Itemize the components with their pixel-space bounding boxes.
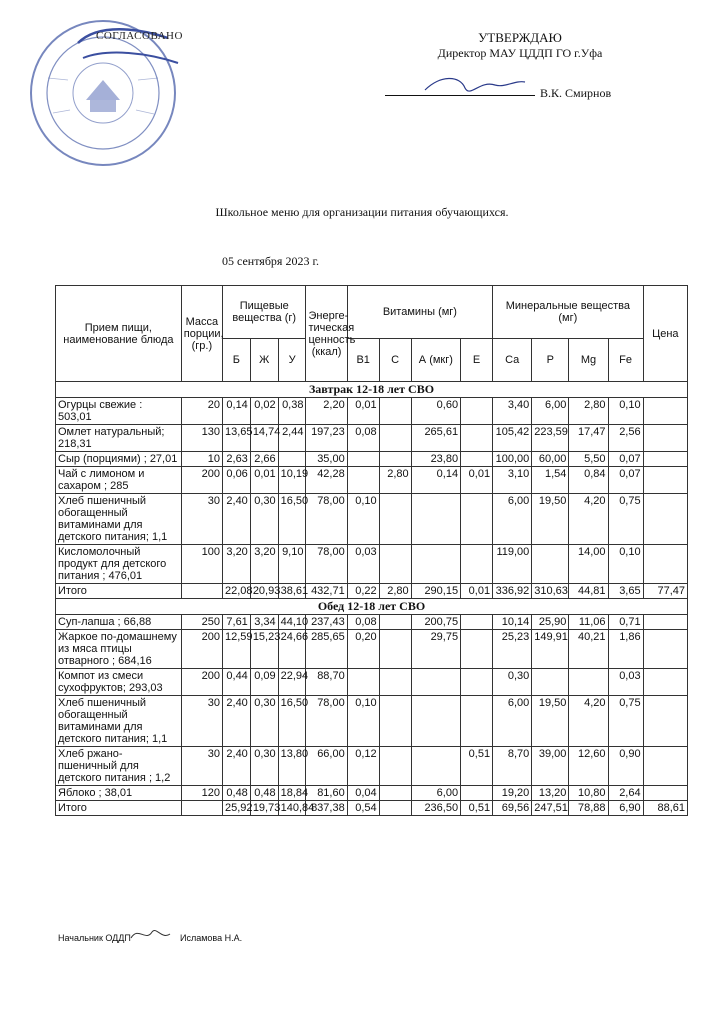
table-row — [56, 669, 688, 696]
cell-mass: 10 — [181, 452, 222, 467]
table-row — [56, 801, 688, 816]
cell-ca: 0,30 — [493, 669, 532, 696]
cell-fe: 0,71 — [608, 615, 643, 630]
cell-ca: 8,70 — [493, 747, 532, 786]
cell-energy: 88,70 — [306, 669, 347, 696]
cell-price — [643, 494, 687, 545]
cell-e — [461, 615, 493, 630]
cell-name: Сыр (порциями) ; 27,01 — [56, 452, 182, 467]
cell-mg: 2,80 — [569, 398, 608, 425]
cell-a — [411, 545, 460, 584]
cell-b: 25,92 — [222, 801, 250, 816]
cell-p: 1,54 — [532, 467, 569, 494]
cell-b: 12,59 — [222, 630, 250, 669]
cell-mg: 44,81 — [569, 584, 608, 599]
cell-c — [379, 630, 411, 669]
cell-zh: 2,66 — [250, 452, 278, 467]
table-row — [56, 747, 688, 786]
cell-u: 13,80 — [278, 747, 306, 786]
cell-ca: 105,42 — [493, 425, 532, 452]
header-b: Б — [222, 339, 250, 382]
cell-u: 38,61 — [278, 584, 306, 599]
header-ca: Са — [493, 339, 532, 382]
cell-b1: 0,20 — [347, 630, 379, 669]
cell-zh: 15,23 — [250, 630, 278, 669]
approval-block — [400, 30, 640, 61]
cell-u: 2,44 — [278, 425, 306, 452]
cell-b1: 0,12 — [347, 747, 379, 786]
cell-b1: 0,10 — [347, 494, 379, 545]
cell-fe: 0,07 — [608, 467, 643, 494]
cell-mg — [569, 669, 608, 696]
cell-b: 0,48 — [222, 786, 250, 801]
cell-zh: 0,48 — [250, 786, 278, 801]
cell-energy: 78,00 — [306, 696, 347, 747]
cell-c: 2,80 — [379, 584, 411, 599]
cell-zh: 0,02 — [250, 398, 278, 425]
cell-b1 — [347, 467, 379, 494]
cell-name: Чай с лимоном и сахаром ; 285 — [56, 467, 182, 494]
cell-c — [379, 696, 411, 747]
footer-position: Начальник ОДДП — [58, 933, 131, 943]
cell-ca: 100,00 — [493, 452, 532, 467]
cell-zh: 0,30 — [250, 747, 278, 786]
cell-c — [379, 801, 411, 816]
cell-b: 0,44 — [222, 669, 250, 696]
cell-a: 6,00 — [411, 786, 460, 801]
cell-price — [643, 615, 687, 630]
cell-a: 290,15 — [411, 584, 460, 599]
cell-name: Суп-лапша ; 66,88 — [56, 615, 182, 630]
table-row — [56, 615, 688, 630]
cell-energy: 2,20 — [306, 398, 347, 425]
cell-ca: 25,23 — [493, 630, 532, 669]
cell-c — [379, 494, 411, 545]
header-a: А (мкг) — [411, 339, 460, 382]
cell-name: Хлеб пшеничный обогащенный витаминами для детского питания; 1,1 — [56, 494, 182, 545]
cell-energy: 42,28 — [306, 467, 347, 494]
cell-u — [278, 452, 306, 467]
cell-price — [643, 467, 687, 494]
cell-e: 0,51 — [461, 801, 493, 816]
cell-price — [643, 545, 687, 584]
footer-name: Исламова Н.А. — [180, 933, 243, 943]
cell-mass: 30 — [181, 494, 222, 545]
cell-mg: 40,21 — [569, 630, 608, 669]
cell-zh: 0,30 — [250, 696, 278, 747]
cell-fe: 3,65 — [608, 584, 643, 599]
cell-mass — [181, 801, 222, 816]
header-b1: В1 — [347, 339, 379, 382]
cell-energy: 837,38 — [306, 801, 347, 816]
cell-mg: 0,84 — [569, 467, 608, 494]
cell-fe: 0,07 — [608, 452, 643, 467]
cell-p — [532, 669, 569, 696]
cell-b: 0,14 — [222, 398, 250, 425]
cell-p: 19,50 — [532, 494, 569, 545]
cell-e — [461, 545, 493, 584]
cell-u: 0,38 — [278, 398, 306, 425]
cell-b: 0,06 — [222, 467, 250, 494]
footer-signature — [128, 924, 173, 944]
approver-name: В.К. Смирнов — [540, 86, 612, 100]
cell-price — [643, 398, 687, 425]
cell-price — [643, 630, 687, 669]
cell-b1: 0,03 — [347, 545, 379, 584]
cell-p: 25,90 — [532, 615, 569, 630]
cell-u: 18,84 — [278, 786, 306, 801]
cell-energy: 81,60 — [306, 786, 347, 801]
cell-b: 2,63 — [222, 452, 250, 467]
cell-e: 0,01 — [461, 584, 493, 599]
table-row — [56, 452, 688, 467]
cell-a — [411, 494, 460, 545]
table-row — [56, 630, 688, 669]
header-e: Е — [461, 339, 493, 382]
cell-c — [379, 747, 411, 786]
cell-ca: 19,20 — [493, 786, 532, 801]
cell-mg: 5,50 — [569, 452, 608, 467]
cell-ca: 69,56 — [493, 801, 532, 816]
cell-a: 23,80 — [411, 452, 460, 467]
cell-energy: 237,43 — [306, 615, 347, 630]
cell-mg: 17,47 — [569, 425, 608, 452]
header-zh: Ж — [250, 339, 278, 382]
cell-c — [379, 669, 411, 696]
cell-p: 149,91 — [532, 630, 569, 669]
cell-p: 60,00 — [532, 452, 569, 467]
cell-mass: 30 — [181, 747, 222, 786]
header-p: Р — [532, 339, 569, 382]
cell-fe: 1,86 — [608, 630, 643, 669]
cell-e — [461, 425, 493, 452]
cell-fe: 2,64 — [608, 786, 643, 801]
cell-zh: 20,93 — [250, 584, 278, 599]
table-row — [56, 545, 688, 584]
cell-c: 2,80 — [379, 467, 411, 494]
signature-line — [385, 95, 535, 96]
section-header-row — [56, 599, 688, 615]
cell-p: 310,63 — [532, 584, 569, 599]
cell-ca: 336,92 — [493, 584, 532, 599]
table-row — [56, 425, 688, 452]
cell-e — [461, 669, 493, 696]
cell-mass: 200 — [181, 669, 222, 696]
cell-p — [532, 545, 569, 584]
cell-fe: 2,56 — [608, 425, 643, 452]
cell-e — [461, 696, 493, 747]
table-row — [56, 786, 688, 801]
cell-ca: 3,40 — [493, 398, 532, 425]
header-fe: Fe — [608, 339, 643, 382]
cell-energy: 35,00 — [306, 452, 347, 467]
cell-ca: 10,14 — [493, 615, 532, 630]
table-row — [56, 696, 688, 747]
cell-e — [461, 452, 493, 467]
table-row — [56, 494, 688, 545]
cell-b1: 0,01 — [347, 398, 379, 425]
cell-p: 6,00 — [532, 398, 569, 425]
cell-b1: 0,04 — [347, 786, 379, 801]
cell-energy: 78,00 — [306, 494, 347, 545]
cell-mass: 100 — [181, 545, 222, 584]
cell-b1: 0,08 — [347, 425, 379, 452]
cell-mg: 4,20 — [569, 494, 608, 545]
cell-b1 — [347, 452, 379, 467]
approver-position: Директор МАУ ЦДДП ГО г.Уфа — [437, 46, 603, 60]
approved-label: УТВЕРЖДАЮ — [478, 30, 562, 45]
cell-price — [643, 696, 687, 747]
header-meal: Прием пищи, наименование блюда — [56, 286, 182, 382]
cell-energy: 285,65 — [306, 630, 347, 669]
cell-e: 0,01 — [461, 467, 493, 494]
header-price: Цена — [643, 286, 687, 382]
cell-b: 2,40 — [222, 747, 250, 786]
header-mass: Масса порции, (гр.) — [181, 286, 222, 382]
cell-u: 16,50 — [278, 494, 306, 545]
cell-c — [379, 398, 411, 425]
cell-a: 0,14 — [411, 467, 460, 494]
cell-ca: 6,00 — [493, 696, 532, 747]
cell-u: 22,94 — [278, 669, 306, 696]
cell-a: 236,50 — [411, 801, 460, 816]
cell-mg: 4,20 — [569, 696, 608, 747]
menu-table-body — [56, 382, 688, 816]
cell-c — [379, 425, 411, 452]
cell-price — [643, 669, 687, 696]
cell-energy: 78,00 — [306, 545, 347, 584]
cell-energy: 66,00 — [306, 747, 347, 786]
cell-price — [643, 786, 687, 801]
cell-mass — [181, 584, 222, 599]
cell-energy: 432,71 — [306, 584, 347, 599]
cell-zh: 3,34 — [250, 615, 278, 630]
cell-price — [643, 452, 687, 467]
cell-zh: 0,09 — [250, 669, 278, 696]
cell-zh: 19,73 — [250, 801, 278, 816]
cell-mass: 30 — [181, 696, 222, 747]
header-minerals: Минеральные вещества (мг) — [493, 286, 644, 339]
header-c: С — [379, 339, 411, 382]
cell-price: 77,47 — [643, 584, 687, 599]
cell-b: 2,40 — [222, 494, 250, 545]
cell-name: Жаркое по-домашнему из мяса птицы отварного ; 684,16 — [56, 630, 182, 669]
document-date: 05 сентября 2023 г. — [222, 254, 320, 268]
cell-ca: 119,00 — [493, 545, 532, 584]
cell-p: 223,59 — [532, 425, 569, 452]
cell-fe: 0,10 — [608, 398, 643, 425]
cell-e — [461, 630, 493, 669]
cell-a: 0,60 — [411, 398, 460, 425]
table-row — [56, 584, 688, 599]
cell-fe: 0,03 — [608, 669, 643, 696]
cell-mg: 78,88 — [569, 801, 608, 816]
cell-mass: 130 — [181, 425, 222, 452]
header-vitamins: Витамины (мг) — [347, 286, 492, 339]
cell-fe: 0,10 — [608, 545, 643, 584]
cell-mg: 12,60 — [569, 747, 608, 786]
agreed-label: СОГЛАСОВАНО — [96, 30, 183, 42]
cell-u: 44,10 — [278, 615, 306, 630]
cell-u: 140,84 — [278, 801, 306, 816]
cell-b: 2,40 — [222, 696, 250, 747]
header-energy: Энерге-тическая ценность (ккал) — [306, 286, 347, 382]
cell-c — [379, 545, 411, 584]
cell-b: 7,61 — [222, 615, 250, 630]
cell-name: Хлеб ржано-пшеничный для детского питания ; 1,2 — [56, 747, 182, 786]
header-mg: Mg — [569, 339, 608, 382]
section-title: Завтрак 12-18 лет СВО — [56, 382, 688, 398]
cell-fe: 0,90 — [608, 747, 643, 786]
header-nutrients: Пищевые вещества (г) — [222, 286, 306, 339]
cell-name: Кисломолочный продукт для детского питания ; 476,01 — [56, 545, 182, 584]
cell-a — [411, 747, 460, 786]
cell-price — [643, 425, 687, 452]
cell-b: 22,08 — [222, 584, 250, 599]
cell-fe: 0,75 — [608, 696, 643, 747]
cell-zh: 3,20 — [250, 545, 278, 584]
cell-c — [379, 452, 411, 467]
cell-c — [379, 615, 411, 630]
document-title: Школьное меню для организации питания обучающихся. — [215, 205, 509, 219]
cell-name: Итого — [56, 584, 182, 599]
cell-p: 39,00 — [532, 747, 569, 786]
cell-p: 13,20 — [532, 786, 569, 801]
cell-price: 88,61 — [643, 801, 687, 816]
cell-mass: 20 — [181, 398, 222, 425]
cell-mass: 200 — [181, 630, 222, 669]
cell-u: 24,66 — [278, 630, 306, 669]
cell-u: 9,10 — [278, 545, 306, 584]
cell-a: 200,75 — [411, 615, 460, 630]
cell-mass: 200 — [181, 467, 222, 494]
cell-name: Яблоко ; 38,01 — [56, 786, 182, 801]
cell-zh: 0,01 — [250, 467, 278, 494]
cell-mass: 120 — [181, 786, 222, 801]
cell-b1: 0,08 — [347, 615, 379, 630]
cell-name: Хлеб пшеничный обогащенный витаминами для детского питания; 1,1 — [56, 696, 182, 747]
table-row — [56, 398, 688, 425]
cell-b: 3,20 — [222, 545, 250, 584]
cell-name: Омлет натуральный; 218,31 — [56, 425, 182, 452]
cell-b1: 0,10 — [347, 696, 379, 747]
cell-e: 0,51 — [461, 747, 493, 786]
cell-p: 19,50 — [532, 696, 569, 747]
cell-mg: 10,80 — [569, 786, 608, 801]
cell-mg: 14,00 — [569, 545, 608, 584]
cell-b1: 0,54 — [347, 801, 379, 816]
cell-mg: 11,06 — [569, 615, 608, 630]
cell-zh: 0,30 — [250, 494, 278, 545]
header-u: У — [278, 339, 306, 382]
cell-a: 29,75 — [411, 630, 460, 669]
section-title: Обед 12-18 лет СВО — [56, 599, 688, 615]
cell-e — [461, 494, 493, 545]
cell-name: Компот из смеси сухофруктов; 293,03 — [56, 669, 182, 696]
cell-name: Огурцы свежие : 503,01 — [56, 398, 182, 425]
cell-a: 265,61 — [411, 425, 460, 452]
cell-zh: 14,74 — [250, 425, 278, 452]
menu-table — [55, 285, 688, 816]
cell-e — [461, 786, 493, 801]
cell-a — [411, 696, 460, 747]
cell-u: 16,50 — [278, 696, 306, 747]
cell-ca: 6,00 — [493, 494, 532, 545]
cell-b1 — [347, 669, 379, 696]
cell-b1: 0,22 — [347, 584, 379, 599]
cell-price — [643, 747, 687, 786]
cell-a — [411, 669, 460, 696]
cell-name: Итого — [56, 801, 182, 816]
cell-fe: 0,75 — [608, 494, 643, 545]
cell-ca: 3,10 — [493, 467, 532, 494]
section-header-row — [56, 382, 688, 398]
cell-e — [461, 398, 493, 425]
cell-b: 13,65 — [222, 425, 250, 452]
cell-p: 247,51 — [532, 801, 569, 816]
cell-c — [379, 786, 411, 801]
cell-u: 10,19 — [278, 467, 306, 494]
table-row — [56, 467, 688, 494]
cell-energy: 197,23 — [306, 425, 347, 452]
cell-mass: 250 — [181, 615, 222, 630]
cell-fe: 6,90 — [608, 801, 643, 816]
